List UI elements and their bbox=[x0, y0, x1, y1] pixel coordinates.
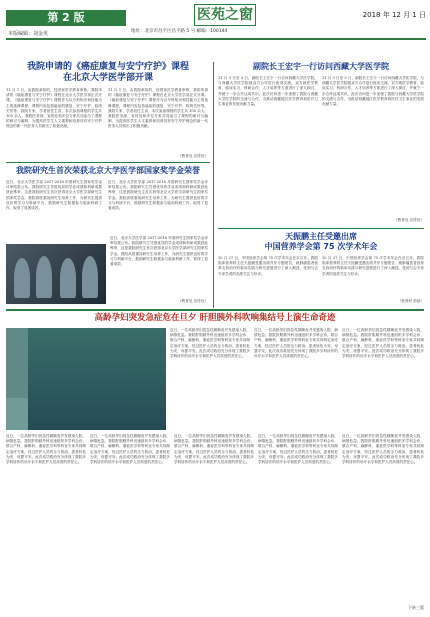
article-3-body-col2: 11 月 3 日至 5 日，副院长王宏宇一行访问西藏大学医学院，与西藏大学医学院就双方合作进行座谈交流。双方就医学教育、临床实习、科研合作、人才培养等方面进行了深入探讨，并就下一步合作达成共识。此次访问进一步加强了我院与西藏大学医学院的交流与合作，为推动西藏地区医学教育和医疗卫生事业的发展贡献力量。 bbox=[322, 76, 424, 107]
article-2-body: 近日，北京大学医学部 2017-2018 年度研究生国家奖学金评审结果公布。我院研究生凭借优异的学业成绩和科研成果获此殊荣，这是我院研究生首次获得北京大学医学部研究生国家奖学金。我院高度重视研究生培养工作，为研究生提供良好的学习与科研平台，鼓励研究生积极参与临床科研工作，取得了显著成效。 bbox=[6, 180, 102, 211]
article-3-title: 副院长王宏宇一行访问西藏大学医学院 bbox=[253, 62, 389, 71]
article-5-body-a: 近日，一位高龄孕妇因急性胰腺炎并发感染入院，病情危急。我院肝胆胰外科迅速组织多学科会诊，联合产科、麻醉科、重症医学科等科室专家共同制定治疗方案，经过医护人员的全力救治，患者转危为安，母婴平安。此次成功救治充分体现了我院多学科协作的诊疗水平和医护人员高度的责任心。 bbox=[170, 328, 250, 359]
article-2-photo bbox=[6, 244, 106, 304]
column-divider bbox=[213, 62, 214, 308]
edition-label: 第 2 版 bbox=[6, 10, 126, 26]
article-5-body-b: 近日，一位高龄孕妇因急性胰腺炎并发感染入院，病情危急。我院肝胆胰外科迅速组织多学科会诊，联合产科、麻醉科、重症医学科等科室专家共同制定治疗方案，经过医护人员的全力救治，患者转危为安，母婴平安。此次成功救治充分体现了我院多学科协作的诊疗水平和医护人员高度的责任心。 bbox=[254, 328, 338, 359]
masthead-logo: 医苑之窗 bbox=[194, 4, 256, 26]
section-divider bbox=[6, 309, 424, 311]
article-4-body-col2: 10 月 27 日，中国营养学会第 75 次学术年会在京召开。我院临床营养科主任天振鹏受邀出席并作专题报告，就肿瘤患者营养支持治疗的临床实践与研究进展进行了深入阐述，受到与会专家学者的高度关注与好评。 bbox=[322, 256, 424, 276]
divider bbox=[6, 162, 210, 163]
article-4-byline: （营养科 彭蓓） bbox=[397, 299, 424, 303]
article-2-body-col2: 近日，北京大学医学部 2017-2018 年度研究生国家奖学金评审结果公布。我院研究生凭借优异的学业成绩和科研成果获此殊荣，这是我院研究生首次获得北京大学医学部研究生国家奖学金。我院高度重视研究生培养工作，为研究生提供良好的学习与科研平台，鼓励研究生积极参与临床科研工作，取得了显著成效。 bbox=[108, 180, 208, 211]
article-5-photo bbox=[6, 328, 166, 430]
article-4-body: 10 月 27 日，中国营养学会第 75 次学术年会在京召开。我院临床营养科主任天振鹏受邀出席并作专题报告，就肿瘤患者营养支持治疗的临床实践与研究进展进行了深入阐述，受到与会专家学者的高度关注与好评。 bbox=[218, 256, 318, 276]
article-1-byline: （教育处 宣传处） bbox=[178, 154, 208, 158]
article-1-body-col2: 11 月 1 日，由我院承担的，经国家医学教育审核，我院申请的《癌症康复与安宁疗护》课程在北京大学医学部正式开课。《癌症康复与安宁疗护》课程作为以专科知识和技能为主的选修课程，课程内容包括癌症的康复、安宁疗护、临终关怀等。我院专家、学者担任主讲，本次参加课程的学生共 100 余人。我院医务部、宣传处和多位专家共同参与了课程的研讨与编制，为提高医学生人文素养和培养具有安宁疗护理念的新一代医务人员做出了积极贡献。 bbox=[108, 88, 208, 129]
divider bbox=[218, 228, 424, 229]
article-5-title: 高龄孕妇突发急症危在旦夕 肝胆胰外科吹响集结号上演生命奇迹 bbox=[94, 313, 336, 323]
address-line: 地址：北京市昌平区昌平路 5 号 邮编：100144 bbox=[131, 29, 228, 34]
article-5-body-g: 近日，一位高龄孕妇因急性胰腺炎并发感染入院，病情危急。我院肝胆胰外科迅速组织多学科会诊，联合产科、麻醉科、重症医学科等科室专家共同制定治疗方案，经过医护人员的全力救治，患者转危为安，母婴平安。此次成功救治充分体现了我院多学科协作的诊疗水平和医护人员高度的责任心。 bbox=[258, 434, 338, 465]
article-2-title: 我院研究生首次荣获北京大学医学部国家奖学金荣誉 bbox=[16, 166, 200, 175]
article-5-body-d: 近日，一位高龄孕妇因急性胰腺炎并发感染入院，病情危急。我院肝胆胰外科迅速组织多学科会诊，联合产科、麻醉科、重症医学科等科室专家共同制定治疗方案，经过医护人员的全力救治，患者转危为安，母婴平安。此次成功救治充分体现了我院多学科协作的诊疗水平和医护人员高度的责任心。 bbox=[6, 434, 86, 465]
article-1-body: 11 月 1 日，由我院承担的，经国家医学教育审核，我院申请的《癌症康复与安宁疗护》课程在北京大学医学部正式开课。《癌症康复与安宁疗护》课程作为以专科知识和技能为主的选修课程，课程内容包括癌症的康复、安宁疗护、临终关怀等。我院专家、学者担任主讲，本次参加课程的学生共 100 余人。我院医务部、宣传处和多位专家共同参与了课程的研讨与编制，为提高医学生人文素养和培养具有安宁疗护理念的新一代医务人员做出了积极贡献。 bbox=[6, 88, 102, 129]
masthead-rule bbox=[6, 38, 426, 40]
article-5-body-c: 近日，一位高龄孕妇因急性胰腺炎并发感染入院，病情危急。我院肝胆胰外科迅速组织多学科会诊，联合产科、麻醉科、重症医学科等科室专家共同制定治疗方案，经过医护人员的全力救治，患者转危为安，母婴平安。此次成功救治充分体现了我院多学科协作的诊疗水平和医护人员高度的责任心。 bbox=[342, 328, 424, 359]
article-3-byline: （教育处 宣传处） bbox=[394, 218, 424, 222]
article-2-byline: （教育处 宣传处） bbox=[178, 299, 208, 303]
article-3-body: 11 月 3 日至 5 日，副院长王宏宇一行访问西藏大学医学院，与西藏大学医学院就双方合作进行座谈交流。双方就医学教育、临床实习、科研合作、人才培养等方面进行了深入探讨，并就下一步合作达成共识。此次访问进一步加强了我院与西藏大学医学院的交流与合作，为推动西藏地区医学教育和医疗卫生事业的发展贡献力量。 bbox=[218, 76, 318, 107]
article-5-body-e: 近日，一位高龄孕妇因急性胰腺炎并发感染入院，病情危急。我院肝胆胰外科迅速组织多学科会诊，联合产科、麻醉科、重症医学科等科室专家共同制定治疗方案，经过医护人员的全力救治，患者转危为安，母婴平安。此次成功救治充分体现了我院多学科协作的诊疗水平和医护人员高度的责任心。 bbox=[90, 434, 170, 465]
masthead bbox=[6, 4, 426, 60]
article-5-body-f: 近日，一位高龄孕妇因急性胰腺炎并发感染入院，病情危急。我院肝胆胰外科迅速组织多学科会诊，联合产科、麻醉科、重症医学科等科室专家共同制定治疗方案，经过医护人员的全力救治，患者转危为安，母婴平安。此次成功救治充分体现了我院多学科协作的诊疗水平和医护人员高度的责任心。 bbox=[174, 434, 254, 465]
article-5-body-h: 近日，一位高龄孕妇因急性胰腺炎并发感染入院，病情危急。我院肝胆胰外科迅速组织多学科会诊，联合产科、麻醉科、重症医学科等科室专家共同制定治疗方案，经过医护人员的全力救治，患者转危为安，母婴平安。此次成功救治充分体现了我院多学科协作的诊疗水平和医护人员高度的责任心。 bbox=[342, 434, 424, 465]
issue-date: 2018 年 12 月 1 日 bbox=[362, 11, 426, 19]
editor-line: 本版编辑：刘金英 bbox=[8, 31, 49, 37]
article-2-body-col3: 近日，北京大学医学部 2017-2018 年度研究生国家奖学金评审结果公布。我院研究生凭借优异的学业成绩和科研成果获此殊荣，这是我院研究生首次获得北京大学医学部研究生国家奖学金。我院高度重视研究生培养工作，为研究生提供良好的学习与科研平台，鼓励研究生积极参与临床科研工作，取得了显著成效。 bbox=[110, 236, 208, 267]
article-4-title: 天振鹏主任受邀出席 中国营养学会第 75 次学术年会 bbox=[264, 232, 378, 251]
article-1-title: 我院申请的《癌症康复与安宁疗护》课程 在北京大学医学部开课 bbox=[26, 62, 189, 83]
continued-note: 下转三版 bbox=[408, 605, 424, 610]
